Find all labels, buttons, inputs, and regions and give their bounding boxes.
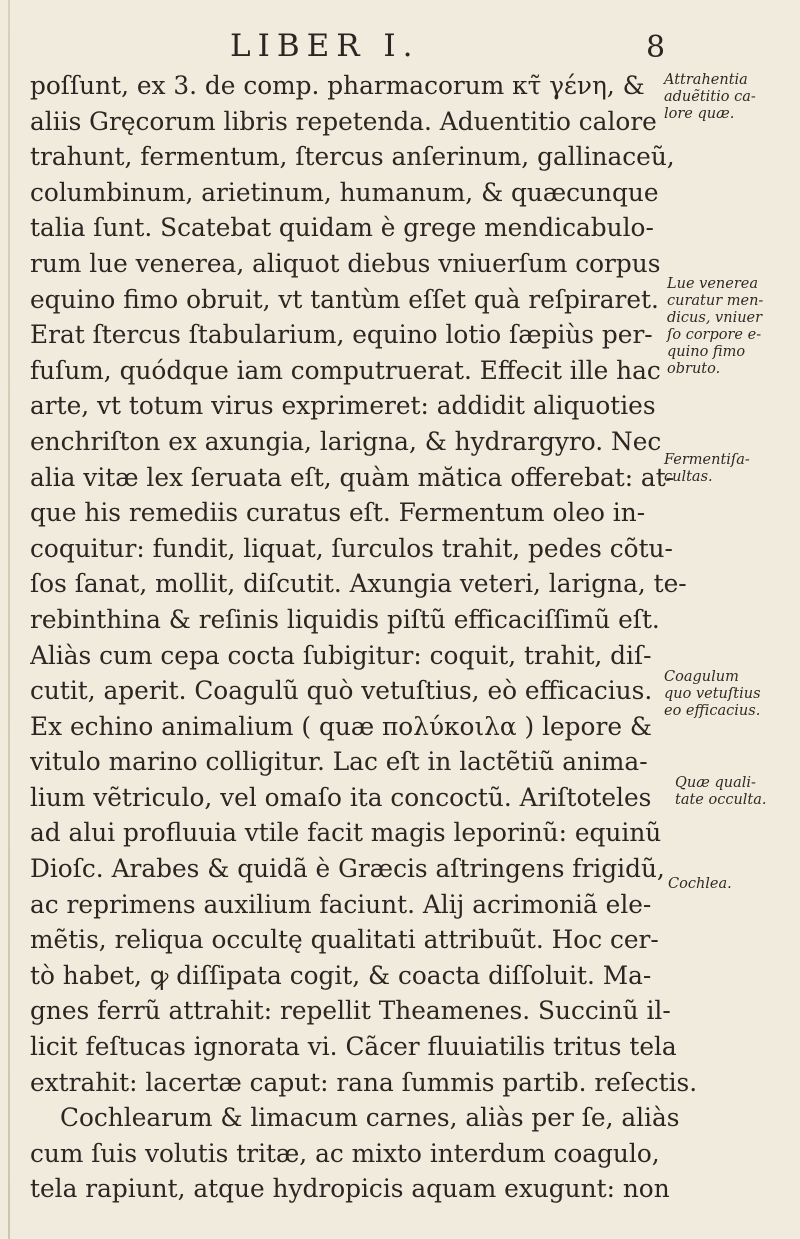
margin-note-line: Coagulum	[664, 669, 739, 685]
text-line: ad alui profluuia vtile facit magis leporinũ: equinũ	[30, 818, 662, 848]
text-line: vitulo marino colligitur. Lac eſt in lactẽtiũ anima-	[30, 747, 648, 777]
text-line: talia ſunt. Scatebat quidam è grege mendicabulo-	[30, 213, 654, 243]
text-line: fuſum, quódque iam computruerat. Effecit ille hac	[30, 355, 661, 385]
text-line: coquitur: fundit, liquat, ſurculos trahit, pedes cõtu-	[30, 533, 673, 563]
text-line: cutit, aperit. Coagulũ quò vetuſtius, eò efficacius.	[30, 676, 653, 706]
margin-note-line: Fermentiſa-	[664, 452, 750, 468]
margin-note-line: aduẽtitio ca-	[664, 89, 756, 105]
text-line: rum lue venerea, aliquot diebus vniuerſum corpus	[30, 248, 661, 278]
text-line: gnes ferrũ attrahit: repellit Theamenes. Succinũ il-	[30, 996, 671, 1026]
margin-note-line: curatur men-	[667, 293, 764, 309]
running-title: LIBER I.	[230, 28, 420, 64]
margin-note-line: quino fimo	[667, 344, 746, 360]
margin-note-line: quo vetuſtius	[664, 686, 761, 702]
text-line: arte, vt totum virus exprimeret: addidit aliquoties	[30, 391, 656, 421]
text-line: extrahit: lacertæ caput: rana ſummis partib. reſectis.	[30, 1067, 698, 1097]
text-line: que his remediis curatus eſt. Fermentum oleo in-	[30, 498, 646, 528]
text-line: trahunt, fermentum, ſtercus anſerinum, gallinaceũ,	[30, 142, 675, 172]
text-line: Dioſc. Arabes & quidã è Græcis aſtringens frigidũ,	[30, 854, 665, 884]
text-line: poſſunt, ex 3. de comp. pharmacorum κτ̃ γένη, &	[30, 71, 645, 100]
margin-note-line: dicus, vniuer	[667, 310, 763, 326]
text-line: Aliàs cum cepa cocta ſubigitur: coquit, trahit, diſ-	[30, 640, 652, 670]
margin-note-line: cultas.	[664, 469, 713, 485]
page-header	[0, 22, 800, 70]
text-line: Ex echino animalium ( quæ πολύκοιλα ) lepore &	[30, 711, 652, 741]
margin-note-line: obruto.	[667, 361, 721, 377]
text-line: enchriſton ex axungia, larigna, & hydrargyro. Nec	[30, 426, 662, 456]
text-line: Erat ſtercus ſtabularium, equino lotio ſæpiùs per-	[30, 320, 653, 350]
page-number: 8	[646, 30, 666, 65]
text-line: columbinum, arietinum, humanum, & quæcunque	[30, 177, 659, 207]
text-line: rebinthina & reſinis liquidis piſtũ efficaciſſimũ eſt.	[30, 604, 660, 634]
margin-note-line: Cochlea.	[668, 876, 732, 892]
text-line: ac reprimens auxilium faciunt. Alij acrimoniã ele-	[30, 889, 652, 919]
text-line: tò habet, ꝙ diſſipata cogit, & coacta diſſoluit. Ma-	[30, 960, 652, 990]
text-line: alia vitæ lex ſeruata eſt, quàm mătica offerebat: at-	[30, 462, 675, 492]
text-line: tela rapiunt, atque hydropicis aquam exugunt: non	[30, 1174, 670, 1204]
margin-note-line: lore quæ.	[664, 106, 735, 122]
text-line: Cochlearum & limacum carnes, aliàs per ſe, aliàs	[60, 1103, 680, 1133]
margin-note-line: Lue venerea	[667, 276, 759, 292]
margin-note-line: Quæ quali-	[675, 775, 756, 791]
text-line: aliis Gręcorum libris repetenda. Aduentitio calore	[30, 106, 657, 136]
margin-note-line: ſo corpore e-	[667, 327, 762, 343]
text-line: equino fimo obruit, vt tantùm eſſet quà reſpiraret.	[30, 284, 659, 314]
text-line: cum ſuis volutis tritæ, ac mixto interdum coagulo,	[30, 1138, 660, 1168]
margin-note-line: Attrahentia	[664, 72, 748, 88]
margin-note-line: eo efficacius.	[664, 703, 761, 719]
text-line: lium vẽtriculo, vel omaſo ita concoctũ. Ariſtoteles	[30, 782, 652, 812]
margin-note-line: tate occulta.	[675, 792, 767, 808]
text-line: ſos ſanat, mollit, diſcutit. Axungia veteri, larigna, te-	[30, 569, 687, 599]
text-line: mẽtis, reliqua occultę qualitati attribuũt. Hoc cer-	[30, 925, 659, 955]
text-line: licit feſtucas ignorata vi. Cãcer fluuiatilis tritus tela	[30, 1032, 677, 1062]
page-edge	[8, 0, 10, 1239]
main-text	[30, 68, 750, 1207]
